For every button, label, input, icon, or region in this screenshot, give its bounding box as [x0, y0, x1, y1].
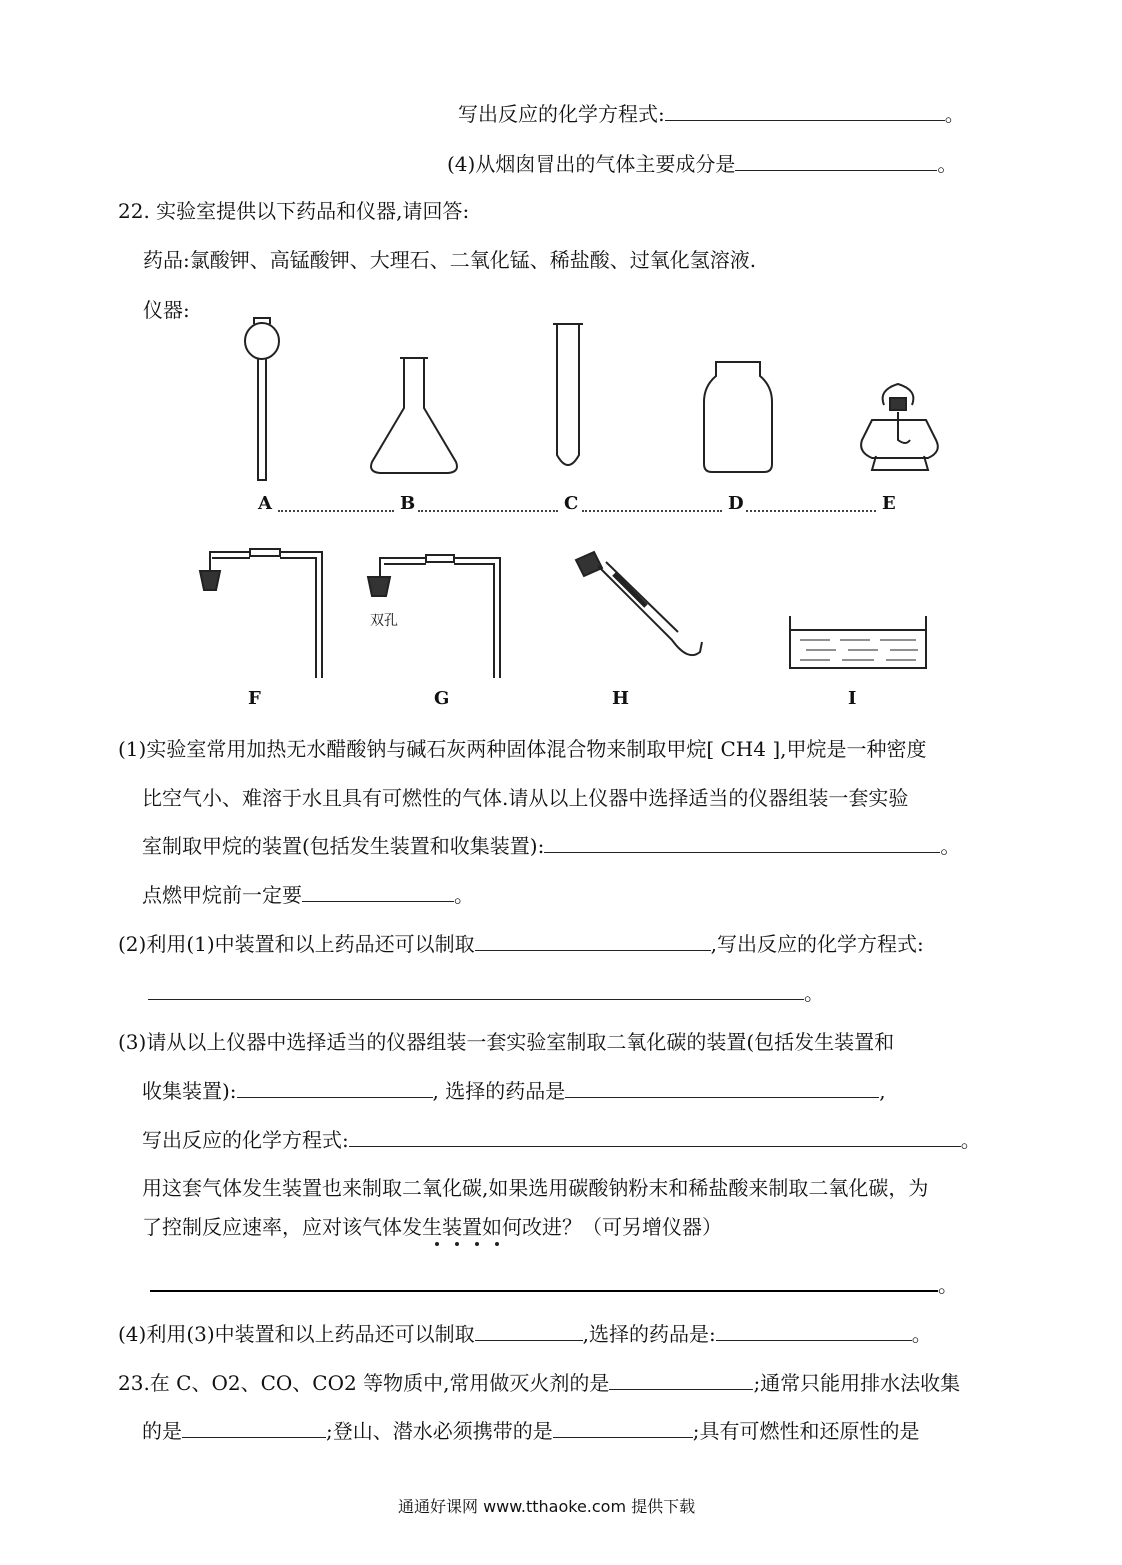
q22-part1-line4-text: 点燃甲烷前一定要: [142, 883, 302, 907]
period: 。: [911, 1322, 932, 1346]
q22-part3-line5: 了控制反应速率，应对该气体发生装置如何改进？（可另增仪器）: [142, 1215, 722, 1239]
q22-part2-line1-text-b: ,写出反应的化学方程式:: [710, 932, 924, 956]
q22-part3-line2-text-b: , 选择的药品是: [432, 1079, 566, 1103]
answer-blank[interactable]: [182, 1419, 326, 1438]
q22-part3-line1: (3)请从以上仪器中选择适当的仪器组装一套实验室制取二氧化碳的装置(包括发生装置和: [118, 1030, 895, 1054]
q22-title: 22. 实验室提供以下药品和仪器,请回答:: [118, 199, 470, 223]
label-g: G: [434, 688, 450, 709]
q22-part3-line3-text: 写出反应的化学方程式:: [142, 1128, 349, 1152]
q23-line1-text-b: ;通常只能用排水法收集: [753, 1371, 961, 1395]
double-hole-label: 双孔: [370, 613, 398, 629]
instruments-label: 仪器:: [143, 298, 190, 322]
period: 。: [937, 152, 958, 176]
comma: ,: [879, 1079, 886, 1103]
q22-part3-line4: 用这套气体发生装置也来制取二氧化碳,如果选用碳酸钠粉末和稀盐酸来制取二氧化碳，为: [142, 1176, 929, 1200]
q23-line2-text: 的是: [142, 1419, 182, 1443]
q21-part4-text: (4)从烟囱冒出的气体主要成分是: [447, 152, 736, 176]
period: 。: [940, 834, 961, 858]
period: 。: [804, 981, 824, 1005]
q22-part1-line2: 比空气小、难溶于水且具有可燃性的气体.请从以上仪器中选择适当的仪器组装一套实验: [142, 786, 909, 810]
q22-part3-line6: [150, 1272, 958, 1298]
q23-line2-text-b: ;登山、潜水必须携带的是: [326, 1419, 553, 1443]
label-c: C: [564, 493, 579, 514]
q23-line2: [142, 1418, 920, 1444]
label-a: A: [258, 493, 272, 514]
equation-prompt: 写出反应的化学方程式:: [458, 102, 665, 126]
chemicals-list: 药品:氯酸钾、高锰酸钾、大理石、二氧化锰、稀盐酸、过氧化氢溶液.: [143, 248, 757, 272]
label-d: D: [728, 493, 744, 514]
q22-part4-line1-text-b: ,选择的药品是:: [582, 1322, 716, 1346]
q23-line1-text: 23.在 C、O2、CO、CO2 等物质中,常用做灭火剂的是: [118, 1371, 610, 1395]
q22-part4-line1-text: (4)利用(3)中装置和以上药品还可以制取: [118, 1322, 475, 1346]
answer-blank[interactable]: [716, 1322, 912, 1341]
q23-line1: [118, 1370, 960, 1396]
q23-line2-text-c: ;具有可燃性和还原性的是: [692, 1419, 920, 1443]
answer-blank[interactable]: [609, 1371, 753, 1390]
q22-part1-line1: (1)实验室常用加热无水醋酸钠与碱石灰两种固体混合物来制取甲烷[ CH4 ],甲烷是一种密度: [118, 737, 927, 761]
label-f: F: [248, 688, 261, 709]
period: 。: [938, 1273, 958, 1297]
period: 。: [960, 1128, 981, 1152]
period: 。: [944, 102, 965, 126]
answer-blank[interactable]: [150, 1272, 938, 1292]
label-h: H: [612, 688, 630, 709]
q22-part1-line3-text: 室制取甲烷的装置(包括发生装置和收集装置):: [142, 834, 545, 858]
label-e: E: [882, 493, 896, 514]
label-i: I: [848, 688, 857, 709]
q22-part3-line2-text: 收集装置):: [142, 1079, 237, 1103]
q22-part2-line1-text: (2)利用(1)中装置和以上药品还可以制取: [118, 932, 475, 956]
page-footer: 通通好课网 www.tthaoke.com 提供下载: [398, 1497, 696, 1516]
label-b: B: [400, 493, 416, 514]
answer-blank[interactable]: [475, 1322, 583, 1341]
period: 。: [454, 883, 474, 907]
answer-blank[interactable]: [553, 1419, 693, 1438]
q22-part4-line1: [118, 1321, 932, 1347]
